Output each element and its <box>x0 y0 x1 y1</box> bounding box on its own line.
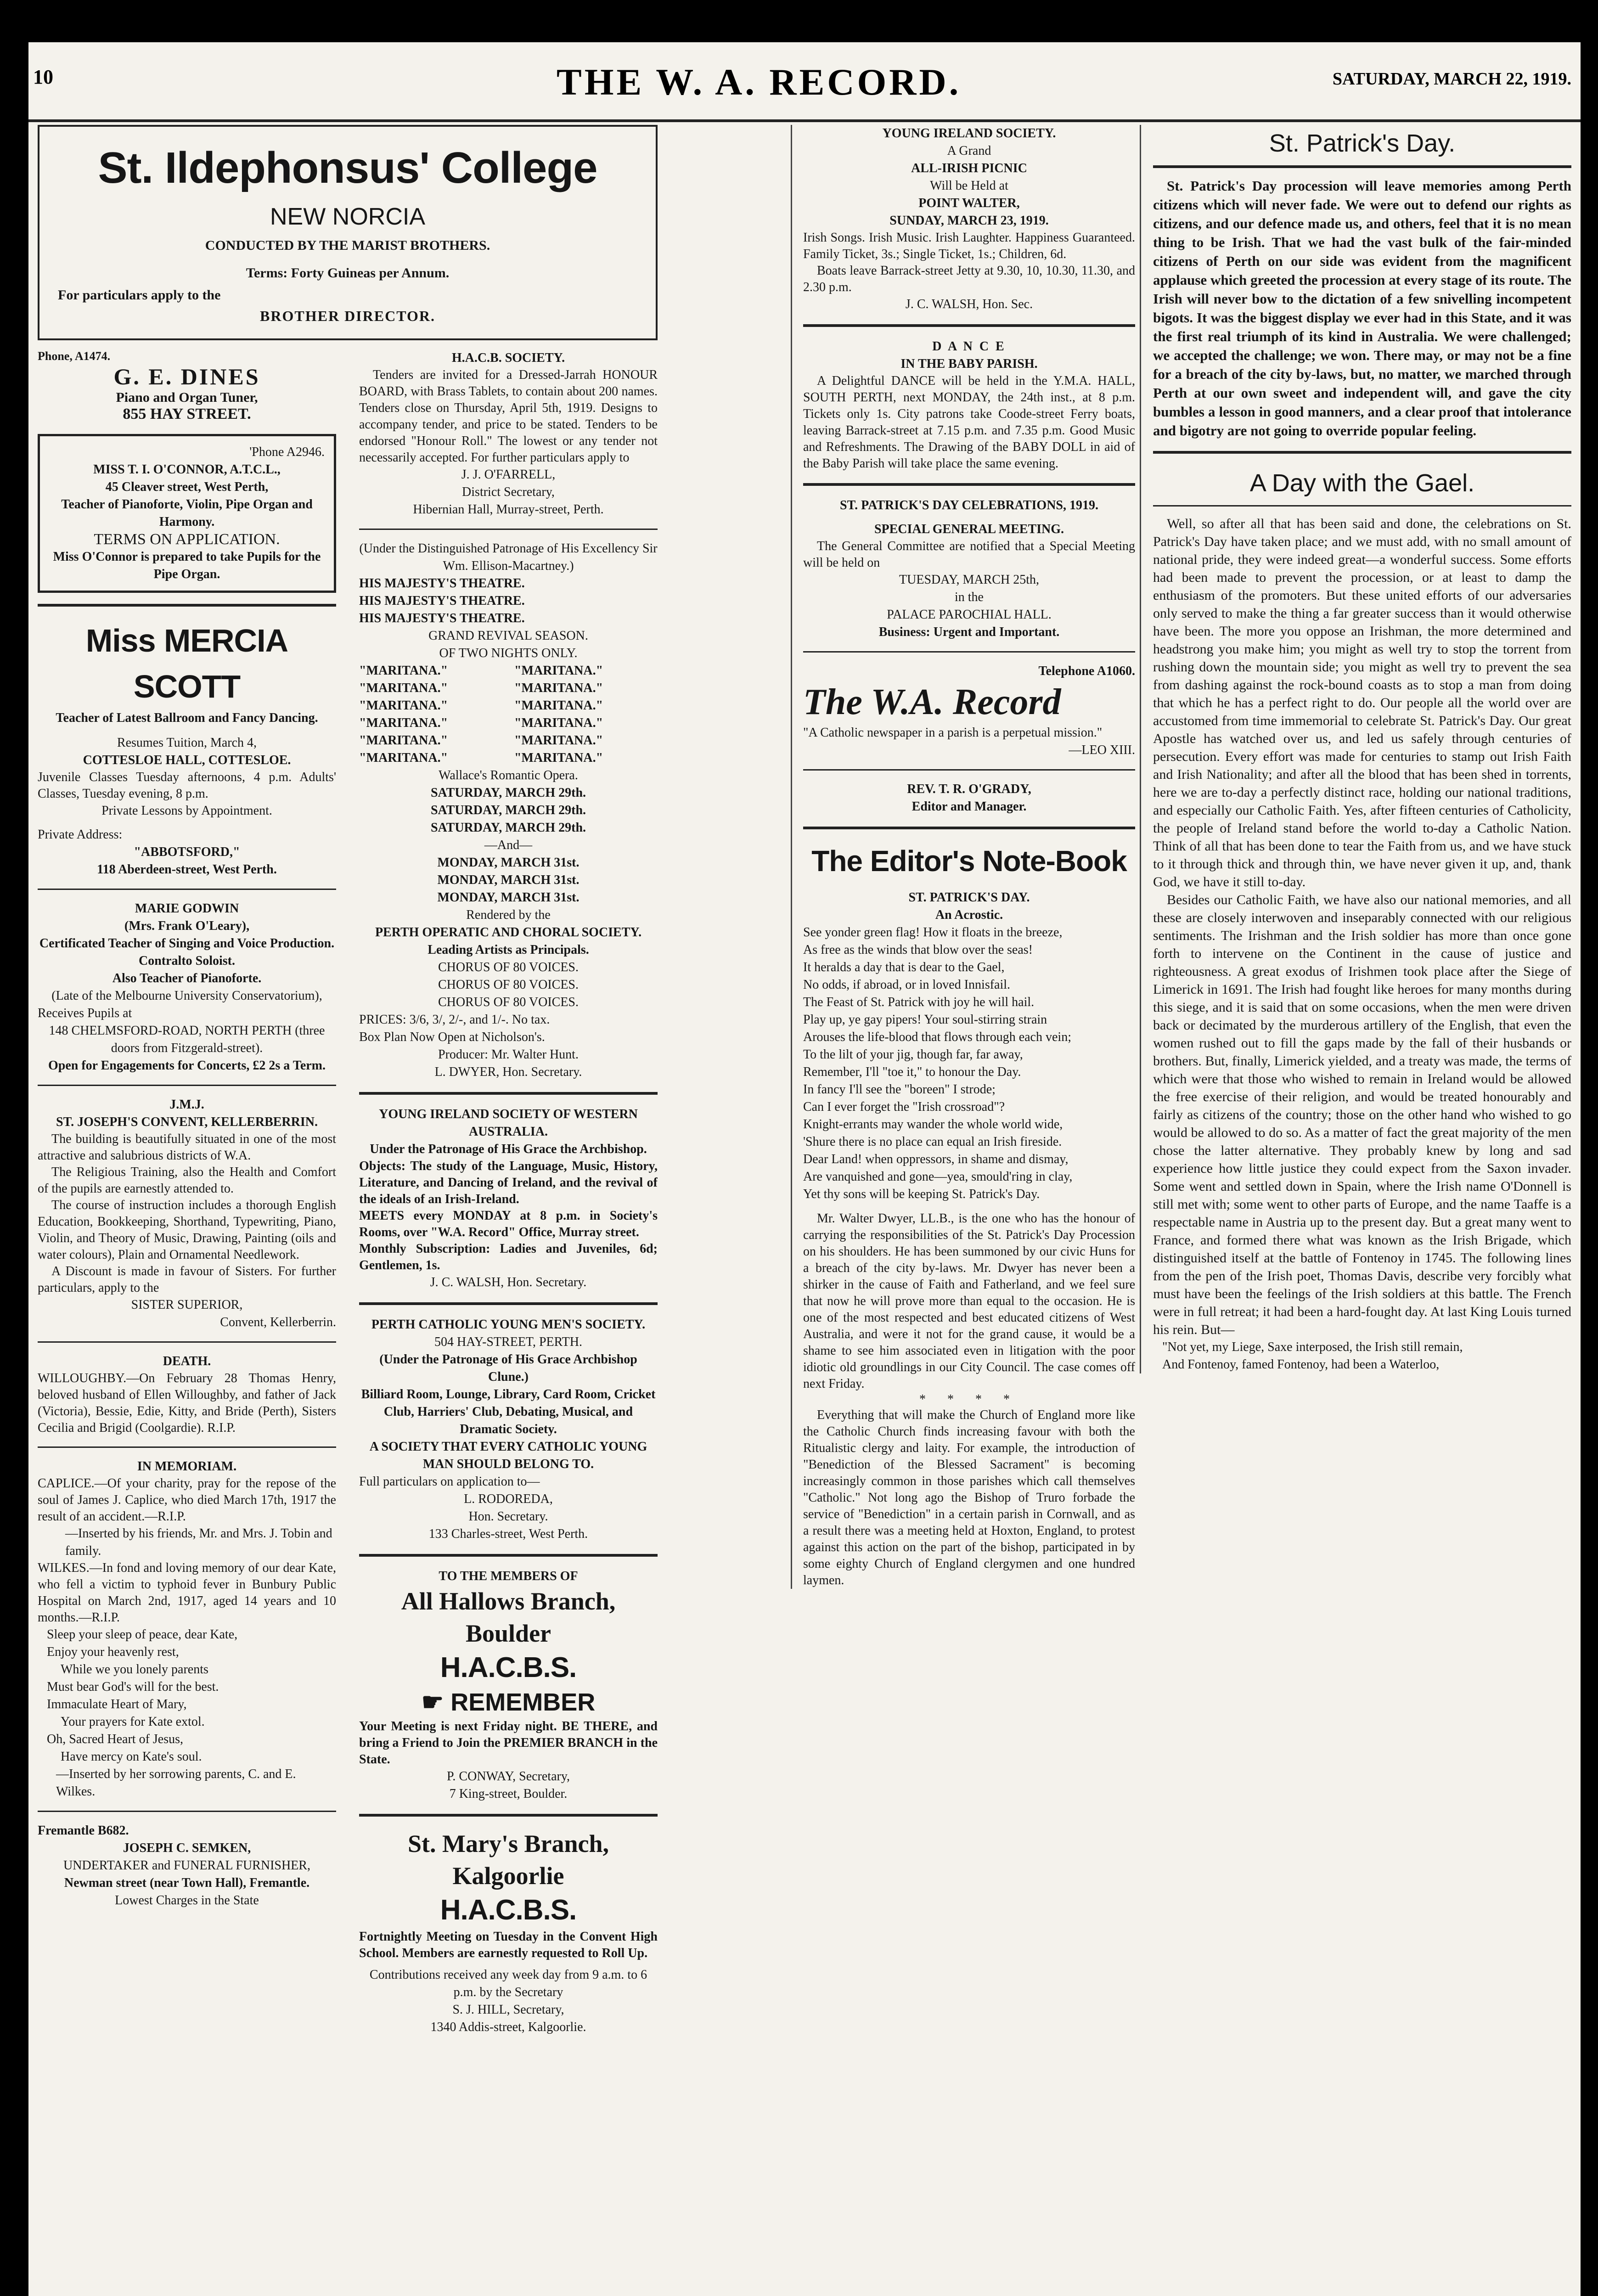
marys-contrib: Contributions received any week day from 9 a.m. to 6 p.m. by the Secretary <box>369 1968 647 1999</box>
rule <box>359 1814 658 1817</box>
theatre-saturday: SATURDAY, MARCH 29th. <box>430 786 586 800</box>
notebook-sub: ST. PATRICK'S DAY. <box>908 890 1030 905</box>
hallows-to: TO THE MEMBERS OF <box>439 1569 578 1583</box>
godwin-open: Open for Engagements for Concerts, £2 2s a Term. <box>48 1058 326 1073</box>
maritana-right: "MARITANA." <box>514 751 603 765</box>
semken-fremantle: Fremantle B682. <box>38 1823 129 1838</box>
pointing-hand-icon: ☛ <box>421 1688 444 1716</box>
semken-charges: Lowest Charges in the State <box>115 1893 259 1908</box>
verse-line: Enjoy your heavenly rest, <box>47 1645 179 1659</box>
semken-street: Newman street (near Town Hall), Fremantle. <box>64 1876 310 1890</box>
celebrations-in: in the <box>955 590 984 604</box>
semken-ad <box>38 1822 336 1909</box>
masthead-rule <box>28 119 1581 122</box>
poem-line: The Feast of St. Patrick with joy he will hail. <box>803 995 1035 1009</box>
notebook-stars: * * * * <box>919 1392 1019 1407</box>
record-ad <box>803 663 1135 816</box>
poem-line: It heralds a day that is dear to the Gael, <box>803 960 1005 974</box>
hacb-hall: Hibernian Hall, Murray-street, Perth. <box>413 502 604 517</box>
convent-p1: The building is beautifully situated in one of the most attractive and salubrious districts of W.A. <box>38 1132 336 1163</box>
oconnor-note: Miss O'Connor is prepared to take Pupils for the Pipe Organ. <box>53 550 321 581</box>
yis-objects: Objects: The study of the Language, Music, History, Literature, and Dancing of Ireland, and the revival of the ideals of an Irish-Ireland. <box>359 1159 658 1206</box>
theatre-monday: MONDAY, MARCH 31st. <box>437 873 580 887</box>
hacb-society <box>359 349 658 518</box>
theatre-revival: GRAND REVIVAL SEASON. <box>428 629 588 643</box>
rule <box>359 1302 658 1305</box>
record-role: Editor and Manager. <box>912 799 1027 814</box>
convent-title: ST. JOSEPH'S CONVENT, KELLERBERRIN. <box>56 1115 318 1129</box>
rule <box>359 529 658 530</box>
maritana-row <box>359 680 658 697</box>
poem-line: No odds, if abroad, or in loved Innisfail. <box>803 978 1011 992</box>
pcym-title: Hon. Secretary. <box>468 1509 548 1524</box>
yis-sub: Monthly Subscription: Ladies and Juveniles, 6d; Gentlemen, 1s. <box>359 1242 658 1272</box>
yis-meets: MEETS every MONDAY at 8 p.m. in Society's Rooms, over "W.A. Record" Office, Murray street. <box>359 1209 658 1239</box>
hallows-branch: All Hallows Branch, Boulder <box>401 1587 616 1647</box>
maritana-row <box>359 715 658 732</box>
convent-p3: The course of instruction includes a thorough English Education, Bookkeeping, Shorthand, Typewriting, Piano, Violin, and Theory of Music, Drawing, Painting (oils and water colours), Plain and Ornamental Needlework. <box>38 1198 336 1262</box>
page-number: 10 <box>33 66 53 88</box>
celebrations-ad <box>803 497 1135 641</box>
stpatrick-editorial <box>1153 125 1571 440</box>
yis-ad <box>359 1106 658 1291</box>
scott-ad <box>38 618 336 878</box>
newspaper-page <box>28 42 1581 2296</box>
verse-line: Sleep your sleep of peace, dear Kate, <box>47 1627 238 1642</box>
theatre-dwyer: L. DWYER, Hon. Secretary. <box>434 1065 582 1079</box>
notebook-heading: The Editor's Note-Book <box>811 844 1127 878</box>
maritana-row <box>359 697 658 715</box>
poem-line: Are vanquished and gone—yea, smould'ring in clay, <box>803 1170 1073 1184</box>
theatre-society: PERTH OPERATIC AND CHORAL SOCIETY. <box>375 925 642 940</box>
oconnor-name: MISS T. I. O'CONNOR, A.T.C.L., <box>93 462 281 477</box>
dines-trade: Piano and Organ Tuner, <box>116 390 258 405</box>
marys-hacbs: H.A.C.B.S. <box>440 1894 577 1926</box>
newspaper-title: THE W. A. RECORD. <box>557 61 962 103</box>
convent-p2: The Religious Training, also the Health and Comfort of the pupils are earnestly attended to. <box>38 1165 336 1196</box>
convent-sister: SISTER SUPERIOR, <box>131 1298 243 1312</box>
picnic-ad <box>803 125 1135 313</box>
maritana-row <box>359 662 658 680</box>
godwin-also: Also Teacher of Pianoforte. <box>112 971 262 985</box>
scott-teacher: Teacher of Latest Ballroom and Fancy Dancing. <box>56 711 318 725</box>
marys-street: 1340 Addis-street, Kalgoorlie. <box>430 2020 586 2034</box>
verse-line: While we you lonely parents <box>61 1662 208 1677</box>
memoriam-wilkes: WILKES.—In fond and loving memory of our dear Kate, who fell a victim to typhoid fever in Bunbury Public Hospital on March 2nd, 1917, aged 14 years and 10 months.—R.I.P. <box>38 1561 336 1625</box>
theatre-patronage: (Under the Distinguished Patronage of His Excellency Sir Wm. Ellison-Macartney.) <box>359 541 658 573</box>
rule <box>1153 505 1571 506</box>
pcym-name: L. RODOREDA, <box>464 1492 553 1506</box>
semken-trade: UNDERTAKER and FUNERAL FURNISHER, <box>63 1858 310 1873</box>
gael-verse1: "Not yet, my Liege, Saxe interposed, the Irish still remain, <box>1162 1340 1463 1354</box>
theatre-monday: MONDAY, MARCH 31st. <box>437 890 580 905</box>
rule <box>803 827 1135 829</box>
theatre-monday: MONDAY, MARCH 31st. <box>437 855 580 870</box>
issue-date: SATURDAY, MARCH 22, 1919. <box>1332 69 1571 89</box>
picnic-held: Will be Held at <box>930 179 1008 193</box>
pcym-address: 504 HAY-STREET, PERTH. <box>434 1335 582 1349</box>
notebook-p1: Mr. Walter Dwyer, LL.B., is the one who has the honour of carrying the responsibilities of the St. Patrick's Day Procession on his shoulders. He has been summoned by our civic Huns for a breach of the city by-laws. Mr. Dwyer has never been a shirker in the cause of Faith and Fatherland, and we feel sure that now he will prove more than equal to the occasion. He is one of the most respected and best educated citizens of West Australia, and were it not for the grand cause, it would be a shame to see him associated even in litigation with the poor idiotic old groundlings in our City Council. The case comes off next Friday. <box>803 1211 1135 1391</box>
death-text: WILLOUGHBY.—On February 28 Thomas Henry, beloved husband of Ellen Willoughby, and father of Jack (Victoria), Bessie, Edie, Kitty, and Bride (Perth), Sisters Cecilia and Brigid (Coolgardie). R.I.P. <box>38 1371 336 1435</box>
yis-walsh: J. C. WALSH, Hon. Secretary. <box>430 1275 587 1289</box>
semken-name: JOSEPH C. SEMKEN, <box>123 1841 251 1855</box>
maritana-left: "MARITANA." <box>359 698 448 713</box>
oconnor-ad <box>38 434 336 593</box>
celebrations-business: Business: Urgent and Important. <box>878 625 1060 639</box>
dance-heading: D A N C E <box>932 339 1006 354</box>
notebook <box>803 840 1135 1589</box>
dines-ad <box>38 349 336 423</box>
dance-text: A Delightful DANCE will be held in the Y.M.A. HALL, SOUTH PERTH, next MONDAY, the 24th inst., at 8 p.m. Tickets only 1s. City patrons take Coode-street Ferry boats, leaving Barrack-street at 7.15 p.m. and 7.35 p.m. Good Music and Refreshments. The Drawing of the BABY DOLL in aid of the Baby Parish will take place the same evening. <box>803 374 1135 471</box>
record-telephone: Telephone A1060. <box>1038 664 1135 678</box>
college-conducted: CONDUCTED BY THE MARIST BROTHERS. <box>205 238 490 253</box>
poem-line: 'Shure there is no place can equal an Irish fireside. <box>803 1135 1062 1149</box>
poem-line: Play up, ye gay pipers! Your soul-stirring strain <box>803 1013 1047 1027</box>
theatre-chorus: CHORUS OF 80 VOICES. <box>438 960 579 974</box>
hacb-title: District Secretary, <box>462 485 555 499</box>
theatre-saturday: SATURDAY, MARCH 29th. <box>430 803 586 817</box>
maritana-left: "MARITANA." <box>359 681 448 695</box>
maritana-left: "MARITANA." <box>359 751 448 765</box>
hacb-heading: H.A.C.B. SOCIETY. <box>451 351 565 365</box>
celebrations-heading: ST. PATRICK'S DAY CELEBRATIONS, 1919. <box>840 498 1098 512</box>
college-director: BROTHER DIRECTOR. <box>260 308 435 324</box>
scott-hall: COTTESLOE HALL, COTTESLOE. <box>83 753 291 767</box>
rule <box>38 1811 336 1812</box>
poem-line: See yonder green flag! How it floats in the breeze, <box>803 925 1063 940</box>
maritana-right: "MARITANA." <box>514 733 603 748</box>
theatre-and: —And— <box>484 838 533 852</box>
poem-line: Yet thy sons will be keeping St. Patrick's Day. <box>803 1187 1040 1201</box>
rule <box>803 483 1135 486</box>
marys-ad <box>359 1828 658 2036</box>
maritana-left: "MARITANA." <box>359 733 448 748</box>
verse-line: Oh, Sacred Heart of Jesus, <box>47 1732 184 1746</box>
oconnor-teacher: Teacher of Pianoforte, Violin, Pipe Organ and Harmony. <box>61 497 313 529</box>
notebook-acrostic: An Acrostic. <box>935 908 1003 922</box>
pcym-heading: PERTH CATHOLIC YOUNG MEN'S SOCIETY. <box>371 1317 646 1332</box>
pcym-ad <box>359 1316 658 1543</box>
verse-line: Have mercy on Kate's soul. <box>61 1750 202 1764</box>
celebrations-date: TUESDAY, MARCH 25th, <box>899 573 1039 587</box>
godwin-address: 148 CHELMSFORD-ROAD, NORTH PERTH (three doors from Fitzgerald-street). <box>49 1024 325 1055</box>
death-notice <box>38 1353 336 1436</box>
hacb-text: Tenders are invited for a Dressed-Jarrah HONOUR BOARD, with Brass Tablets, to contain about 200 names. Tenders close on Thursday, April 5th, 1919. Designs to accompany tender, and price to be stated. Tenders to be endorsed "Honour Roll." The lowest or any tender not necessarily accepted. For further particulars apply to <box>359 368 658 465</box>
gael-heading: A Day with the Gael. <box>1249 469 1475 497</box>
rule <box>359 1092 658 1095</box>
maritana-right: "MARITANA." <box>514 716 603 730</box>
godwin-name: MARIE GODWIN <box>135 901 239 916</box>
hallows-street: 7 King-street, Boulder. <box>449 1787 568 1801</box>
record-attribution: —LEO XIII. <box>1069 743 1135 757</box>
rule <box>803 769 1135 771</box>
scott-private: Private Lessons by Appointment. <box>101 804 272 818</box>
pcym-street: 133 Charles-street, West Perth. <box>428 1527 588 1541</box>
oconnor-terms: TERMS ON APPLICATION. <box>94 531 280 548</box>
acrostic-poem <box>803 924 1135 1203</box>
rule <box>1153 451 1571 454</box>
rule <box>38 1446 336 1448</box>
theatre-prices: PRICES: 3/6, 3/, 2/-, and 1/-. No tax. <box>359 1013 550 1027</box>
godwin-receives: Receives Pupils at <box>38 1006 132 1020</box>
celebrations-sub: SPECIAL GENERAL MEETING. <box>874 522 1064 536</box>
godwin-contralto: Contralto Soloist. <box>139 954 235 968</box>
stpatrick-heading: St. Patrick's Day. <box>1269 129 1456 157</box>
dance-sub: IN THE BABY PARISH. <box>900 357 1038 371</box>
theatre-wallace: Wallace's Romantic Opera. <box>439 768 578 782</box>
scott-resumes: Resumes Tuition, March 4, <box>117 736 257 750</box>
col1-left <box>38 349 336 2036</box>
celebrations-hall: PALACE PAROCHIAL HALL. <box>887 608 1052 622</box>
pcym-patronage: (Under the Patronage of His Grace Archbishop Clune.) <box>379 1352 637 1384</box>
col1-two-col <box>38 349 658 2036</box>
yis-patronage: Under the Patronage of His Grace the Archbishop. <box>370 1142 647 1156</box>
picnic-place: POINT WALTER, <box>918 196 1020 210</box>
convent-jmj: J.M.J. <box>169 1097 204 1112</box>
rule <box>38 889 336 890</box>
maritana-row <box>359 732 658 749</box>
poem-line: Remember, I'll "toe it," to honour the Day. <box>803 1065 1021 1079</box>
college-place: NEW NORCIA <box>270 203 425 230</box>
rule <box>38 1085 336 1086</box>
convent-conv: Convent, Kellerberrin. <box>220 1315 336 1329</box>
scott-address-label: Private Address: <box>38 827 123 842</box>
picnic-text: Irish Songs. Irish Music. Irish Laughter. Happiness Guaranteed. Family Ticket, 3s.; Single Ticket, 1s.; Children, 6d. <box>803 231 1135 261</box>
column-4 <box>1140 125 1571 1373</box>
gael-article <box>1153 465 1571 1373</box>
verse-line: Your prayers for Kate extol. <box>61 1715 205 1729</box>
poem-line: In fancy I'll see the "boreen" I strode; <box>803 1082 996 1097</box>
theatre-chorus: CHORUS OF 80 VOICES. <box>438 995 579 1009</box>
picnic-heading: YOUNG IRELAND SOCIETY. <box>882 126 1056 141</box>
hallows-conway: P. CONWAY, Secretary, <box>446 1769 570 1784</box>
gael-verse2: And Fontenoy, famed Fontenoy, had been a Waterloo, <box>1162 1357 1440 1372</box>
dines-address: 855 HAY STREET. <box>123 405 251 422</box>
maritana-right: "MARITANA." <box>514 681 603 695</box>
college-terms: Terms: Forty Guineas per Annum. <box>246 265 450 281</box>
pcym-slogan: A SOCIETY THAT EVERY CATHOLIC YOUNG MAN SHOULD BELONG TO. <box>369 1440 647 1471</box>
poem-line: As free as the winds that blow over the seas! <box>803 943 1033 957</box>
maritana-right: "MARITANA." <box>514 698 603 713</box>
pcym-full: Full particulars on application to— <box>359 1474 540 1489</box>
godwin-married: (Mrs. Frank O'Leary), <box>124 919 250 933</box>
theatre-line: HIS MAJESTY'S THEATRE. <box>359 594 525 608</box>
scott-abbotsford: "ABBOTSFORD," <box>134 845 240 859</box>
picnic-date: SUNDAY, MARCH 23, 1919. <box>889 214 1049 228</box>
maritana-right: "MARITANA." <box>514 664 603 678</box>
godwin-cert: Certificated Teacher of Singing and Voice Production. <box>39 936 335 951</box>
rule <box>38 1341 336 1343</box>
maritana-row <box>359 749 658 767</box>
rule <box>803 651 1135 653</box>
memoriam-caplice-by: —Inserted by his friends, Mr. and Mrs. J. Tobin and family. <box>65 1526 332 1558</box>
theatre-producer: Producer: Mr. Walter Hunt. <box>438 1047 579 1062</box>
theatre-leading: Leading Artists as Principals. <box>428 943 589 957</box>
college-particulars: For particulars apply to the <box>58 287 221 303</box>
picnic-walsh: J. C. WALSH, Hon. Sec. <box>905 297 1033 311</box>
poem-line: Dear Land! when oppressors, in shame and dismay, <box>803 1152 1069 1166</box>
picnic-title: ALL-IRISH PICNIC <box>911 161 1027 175</box>
theatre-saturday: SATURDAY, MARCH 29th. <box>430 821 586 835</box>
hallows-ad <box>359 1568 658 1803</box>
column-3 <box>791 125 1135 1589</box>
dines-name: G. E. DINES <box>113 364 260 389</box>
remember-row <box>359 1686 658 1718</box>
hacb-name: J. J. O'FARRELL, <box>461 467 556 482</box>
poem-line: To the lilt of your jig, though far, far away, <box>803 1047 1023 1062</box>
column-1 <box>38 125 658 2036</box>
oconnor-phone: 'Phone A2946. <box>249 445 325 459</box>
dance-ad <box>803 338 1135 472</box>
scott-classes: Juvenile Classes Tuesday afternoons, 4 p.m. Adults' Classes, Tuesday evening, 8 p.m. <box>38 770 336 801</box>
masthead <box>28 61 1581 116</box>
theatre-line: HIS MAJESTY'S THEATRE. <box>359 611 525 625</box>
hallows-hacbs: H.A.C.B.S. <box>440 1652 577 1683</box>
theatre-box: Box Plan Now Open at Nicholson's. <box>359 1030 545 1044</box>
column-2 <box>359 349 658 2036</box>
hallows-remember: REMEMBER <box>450 1688 596 1716</box>
record-editor: REV. T. R. O'GRADY, <box>907 782 1031 796</box>
memoriam <box>38 1458 336 1801</box>
gael-p2: Besides our Catholic Faith, we have also our national memories, and all these are closely interwoven and inseparably connected with our religious sentiments. The Irishman and the Irish soldier has more than once gone forth to intervene on the Continent in the cause of justice and righteousness. A great exodus of Irishmen took place after the Siege of Limerick in 1691. The Irish had fought like heroes for many months during this siege, and it is said that on some occasions, when the men were driven back or decimated by the murderous artillery of the English, that even the women rushed out to fill the gaps made by the fall of their husbands or brothers. But, finally, Limerick yielded, and a treaty was made, the terms of which were that those who wished to remain in Ireland would be allowed the free exercise of their religion, and would be treated honourably and fairly as citizens of the country; those on the other hand who wished to go would be allowed to do so. As a matter of fact the great majority of the men chose the latter alternative. They probably knew by long and sad experience how little justice they could expect from the Saxon invader. Some went and settled down in Spain, where the Irish name O'Donnell is still met with; some went to other parts of Europe, and the name Taaffe is a respectable name in Austria up to the present day. But a great many went to France, and formed there what was known as the Irish Brigade, which distinguished itself at the battle of Fontenoy in 1745. The following lines from the pen of the Irish poet, Thomas Davis, describe very forcibly what must have been the feelings of the Irish soldiers at this battle. The French were in full retreat; it had been a hard-fought day. At last King Louis turned his rein. But— <box>1153 892 1571 1337</box>
rule <box>359 1554 658 1557</box>
rule <box>38 604 336 607</box>
theatre-nights: OF TWO NIGHTS ONLY. <box>439 646 578 660</box>
gael-p1: Well, so after all that has been said and done, the celebrations on St. Patrick's Day have taken place; and we must add, with no small amount of national pride, they were indeed great—a wonderful success. Some efforts had been made to prevent the procession, or at least to damp the enthusiasm of the promoters. But these united efforts of our adversaries only served to make the thing a far greater success than it would otherwise have been. The more you oppose an Irishman, the more determined and headstrong you make him; you might as well try to stop the torrent from rushing down the mountain side; you might as well try to prevent the sea from dashing against the rock-bound coasts as to stop a man from doing that which he has a perfect right to do. Our people all the world over are accustomed from time immemorial to celebrate St. Patrick's Day. Our great Apostle has watched over us, and led us safely through centuries of persecution. Every effort was made for centuries to stamp out Irish Faith and Irish Nationality; and after all the blood that has been shed in torrents, here we are to-day a perfectly distinct race, holding our national traditions, and especially our Catholic Faith. Yes, after fifteen centuries of Catholicity, the people of Ireland stand before the world to-day a Catholic Nation. Think of all that has been done to tear the Faith from us, and we have stuck to it through thick and through thin, we have never given it up, and, thank God, we have it still to-day. <box>1153 516 1571 889</box>
memoriam-caplice: CAPLICE.—Of your charity, pray for the repose of the soul of James J. Caplice, who died March 17th, 1917 the result of an accident.—R.I.P. <box>38 1476 336 1524</box>
verse-line: Immaculate Heart of Mary, <box>47 1697 187 1711</box>
convent-p4: A Discount is made in favour of Sisters. For further particulars, apply to the <box>38 1264 336 1295</box>
godwin-ad <box>38 900 336 1075</box>
death-heading: DEATH. <box>163 1354 211 1368</box>
college-title: St. Ildephonsus' College <box>98 143 597 192</box>
marys-text: Fortnightly Meeting on Tuesday in the Convent High School. Members are earnestly requested to Roll Up. <box>359 1930 658 1960</box>
record-quote: "A Catholic newspaper in a parish is a perpetual mission." <box>803 726 1103 740</box>
picnic-grand: A Grand <box>947 144 991 158</box>
notebook-p2: Everything that will make the Church of England more like the Catholic Church finds increasing favour with both the Ritualistic clergy and laity. For example, the introduction of "Benediction of the Blessed Sacrament" is becoming increasingly common in those parishes which call themselves "Catholic." Not long ago the Bishop of Truro forbade the service of "Benediction" in a certain parish in Cornwall, and as a result there was a meeting held at Hoxton, England, to protest against this action on the part of the bishop, participated in by some eighty Church of England clergymen and one hundred laymen. <box>803 1408 1135 1587</box>
verse-line: Must bear God's will for the best. <box>47 1680 219 1694</box>
scott-name: Miss MERCIA SCOTT <box>85 623 288 704</box>
theatre-ad <box>359 540 658 1081</box>
rule <box>1153 165 1571 168</box>
theatre-chorus: CHORUS OF 80 VOICES. <box>438 978 579 992</box>
theatre-line: HIS MAJESTY'S THEATRE. <box>359 576 525 591</box>
record-logo: The W.A. Record <box>803 682 1061 722</box>
rule <box>803 324 1135 327</box>
maritana-left: "MARITANA." <box>359 716 448 730</box>
memoriam-heading: IN MEMORIAM. <box>137 1459 237 1474</box>
marys-branch: St. Mary's Branch, Kalgoorlie <box>408 1830 609 1890</box>
poem-line: Can I ever forget the "Irish crossroad"? <box>803 1100 1005 1114</box>
poem-line: Arouses the life-blood that flows through each vein; <box>803 1030 1071 1044</box>
scott-street: 118 Aberdeen-street, West Perth. <box>97 862 277 877</box>
dines-phone: Phone, A1474. <box>38 349 111 363</box>
memoriam-wilkes-by: —Inserted by her sorrowing parents, C. and E. Wilkes. <box>56 1767 296 1799</box>
yis-heading: YOUNG IRELAND SOCIETY OF WESTERN AUSTRALIA. <box>379 1107 638 1139</box>
convent-ad <box>38 1096 336 1331</box>
college-ad <box>38 125 658 340</box>
stpatrick-text: St. Patrick's Day procession will leave memories among Perth citizens which will never fade. We were out to defend our rights as citizens, and our defence made us, and others, feel that it is no mean thing to be Irish. That we had the vast bulk of the fair-minded citizens of Perth on our side was evident from the magnificent applause which greeted the procession at every stage of its route. The Irish will never bow to the dictation of a few snivelling incompetent bigots. It was the biggest display we ever had in this State, and it was the first real triumph of its kind in Australia. We were challenged; we accepted the challenge; we won. There may, or may not be a fine for a breach of the city by-laws, but, no matter, we marched through Perth at our own sweet and independent will, and gave the city bumbles a lesson in good manners, and a clear proof that intolerance and bigotry are not going to override popular feeling. <box>1153 178 1571 439</box>
oconnor-address: 45 Cleaver street, West Perth, <box>105 480 269 494</box>
marys-hill: S. J. HILL, Secretary, <box>452 2003 564 2017</box>
theatre-rendered: Rendered by the <box>466 908 551 922</box>
hallows-text: Your Meeting is next Friday night. BE THERE, and bring a Friend to Join the PREMIER BRANCH in the State. <box>359 1719 658 1767</box>
memoriam-verse <box>38 1626 336 1766</box>
poem-line: Knight-errants may wander the whole world wide, <box>803 1117 1063 1131</box>
maritana-left: "MARITANA." <box>359 664 448 678</box>
celebrations-text: The General Committee are notified that a Special Meeting will be held on <box>803 539 1135 570</box>
godwin-late: (Late of the Melbourne University Conservatorium), <box>51 989 322 1003</box>
picnic-boats: Boats leave Barrack-street Jetty at 9.30, 10, 10.30, 11.30, and 2.30 p.m. <box>803 264 1135 294</box>
pcym-rooms: Billiard Room, Lounge, Library, Card Room, Cricket Club, Harriers' Club, Debating, Musical, and Dramatic Society. <box>361 1387 656 1436</box>
